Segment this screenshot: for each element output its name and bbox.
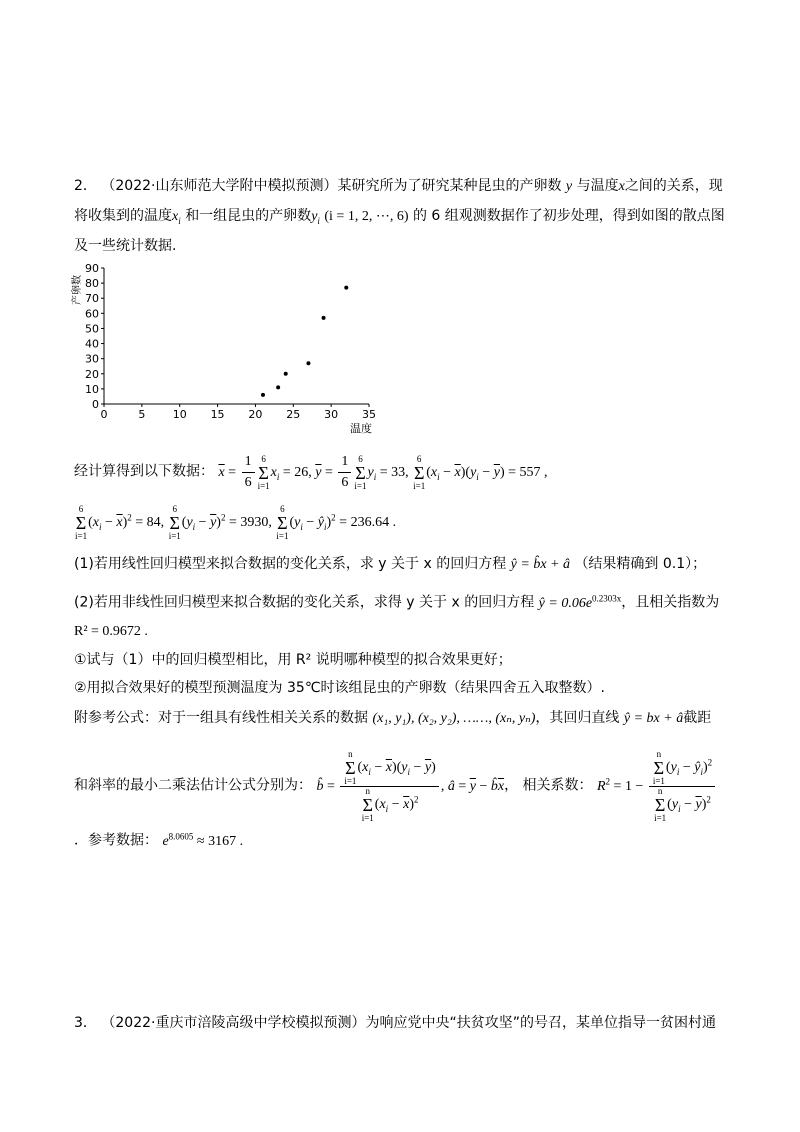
y-axis-label: 产卵数 (72, 275, 83, 305)
ref-exponent: 8.0605 (168, 831, 194, 841)
sum-xx: = 84, (135, 515, 165, 531)
stats-intro: 经计算得到以下数据： (74, 463, 214, 480)
ref-text-f: ．参考数据： (74, 832, 158, 849)
q2-line-2: 将收集到的温度$x_i$ 和一组昆虫的产卵数$y_i$ (i = 1, 2, ⋯, 6) 的 6 组观测数据作了初步处理，得到如图的散点图 (74, 208, 725, 226)
part-1-note: （结果精确到 0.1）； (574, 556, 707, 572)
y-tick-label: 60 (85, 307, 99, 321)
q2-line-3: 及一些统计数据. (74, 238, 177, 254)
x-tick-label: 10 (172, 408, 187, 421)
data-point (276, 385, 280, 389)
y-tick-label: 90 (85, 262, 99, 275)
ref-value: ≈ 3167 . (196, 833, 244, 849)
x-tick-label: 5 (138, 408, 146, 421)
r2-formula: $R^2 = 1$ − n Σ $i=1(y_i$ − $ŷ_i)^2$ n Σ $i=1(y_i - \overline{y})^2$ (597, 779, 717, 794)
data-point (284, 372, 288, 376)
ref-e: e (162, 833, 169, 849)
var-x: x (618, 179, 625, 194)
q3-number: 3． (74, 1015, 97, 1031)
sub-question-2: ②用拟合效果好的模型预测温度为 35℃时该组昆虫的产卵数（结果四舍五入取整数）. (74, 680, 605, 696)
y-tick-label: 50 (85, 322, 99, 336)
index-range: (i = 1, 2, ⋯, 6) (324, 209, 409, 224)
q2-number: 2． (74, 178, 97, 194)
q2-text-1b: 与温度 (576, 178, 619, 194)
x-tick-label: 20 (248, 408, 263, 421)
x-tick-label: 0 (100, 408, 108, 421)
ref-text-c: 截距 (683, 710, 712, 726)
y-tick-label: 30 (85, 352, 99, 366)
x-tick-label: 35 (362, 408, 376, 421)
data-point (344, 286, 348, 290)
reference-line-2: 和斜率的最小二乘法估计公式分别为： b̂ = n Σ $i=1(x_i - \overline{x})(y_i - \overline{y})$ n Σ $i=1(x_i - \overline{x})^2$ , â = $\overline{y}$ − $b̂\overline{x}$， 相关系数： $R^2 = 1$ − n Σ $i=1(y_i$ − $ŷ_i)^2$ n Σ $i=1(y_i - \overline{y})^2$ (74, 750, 717, 823)
x-axis-label: 温度 (350, 422, 372, 435)
q2-text-1: 某研究所为了研究某种昆虫的产卵数 (337, 178, 562, 194)
part-1-text: (1)若用线性回归模型来拟合数据的变化关系，求 y 关于 x 的回归方程 (74, 556, 507, 572)
y-tick-label: 80 (85, 277, 99, 291)
data-point (261, 393, 265, 397)
q2-line-1 (74, 176, 723, 197)
part-1-equation: ŷ = b̂x + â (510, 557, 570, 572)
q2-text-2b: 和一组昆虫的产卵数 (185, 208, 312, 224)
q3-line-1 (74, 1013, 716, 1033)
y-tick-label: 0 (92, 398, 99, 411)
q2-text-2c: 的 6 组观测数据作了初步处理，得到如图的散点图 (412, 208, 725, 224)
q3-text: 为响应党中央“扶贫攻坚”的号召，某单位指导一贫困村通 (365, 1015, 716, 1031)
q2-text-1c: 之间的关系，现 (624, 178, 723, 194)
x-tick-label: 30 (324, 408, 339, 421)
ref-equation: ŷ = bx + â (623, 711, 684, 726)
y-tick-label: 40 (85, 337, 99, 351)
stats-line-1: 经计算得到以下数据： $\overline{x}$ = $\frac{1}{6}$ 6 Σ $i=1x_i = 26$, $\overline{y}$ = $\frac{1}{6}$ 6 Σ $i=1y_i = 33$, 6 Σ $i=1(x_i - \overline{x})(y_i - \overline{y}) = 557$ , (74, 453, 548, 491)
var-y: y (565, 179, 573, 194)
reference-line-1 (74, 708, 711, 729)
x-tick-label: 25 (286, 408, 301, 421)
ref-text-a: 附参考公式：对于一组具有线性相关关系的数据 (74, 710, 368, 726)
part-2-text-b: ，且相关指数为 (621, 594, 720, 611)
reference-data (74, 826, 243, 852)
b-hat-formula: b̂ = n Σ $i=1(x_i - \overline{x})(y_i - \overline{y})$ n Σ $i=1(x_i - \overline{x})^2$ , â = $\overline{y}$ − $b̂\overline{x}$ (316, 749, 505, 823)
ref-points: (x₁, y₁), (x₂, y₂), ……, (xₙ, yₙ) (372, 711, 536, 726)
r-squared: R² = 0.9672 . (74, 624, 148, 639)
y-tick-label: 70 (85, 292, 99, 306)
ref-text-b: ，其回归直线 (535, 710, 620, 726)
sum-resid: = 236.64 . (339, 515, 397, 531)
part-1 (74, 554, 706, 575)
mean-x: = 26, (282, 464, 312, 480)
stats-line-2: 6 Σ $i=1(x_i - \overline{x})^2 = 84$, 6 Σ $i=1(y_i - \overline{y})^2 = 3930$, 6 Σ $i=1(y_i$ − $ŷ_i)^2 = 236.64$ . (75, 504, 397, 541)
sum-yy: = 3930, (228, 515, 272, 531)
ref-text-e: 相关系数： (522, 777, 593, 794)
part-2 (74, 588, 719, 614)
mean-y: = 33, (379, 464, 409, 480)
y-tick-label: 20 (85, 367, 99, 381)
q2-source: （2022·山东师范大学附中模拟预测） (101, 178, 338, 194)
sub-question-1: ①试与（1）中的回归模型相比，用 R² 说明哪种模型的拟合效果更好； (74, 652, 512, 668)
scatter-chart (66, 258, 386, 438)
data-point (306, 361, 310, 365)
sum-xy: = 557 , (508, 464, 548, 480)
ref-text-d: 和斜率的最小二乘法估计公式分别为： (74, 777, 312, 794)
q2-text-2a: 将收集到的温度 (74, 208, 172, 224)
x-tick-label: 15 (210, 408, 225, 421)
part-2-equation: ŷ = 0.06e (538, 595, 593, 611)
q3-source: （2022·重庆市涪陵高级中学校模拟预测） (101, 1015, 366, 1031)
y-tick-label: 10 (85, 382, 99, 396)
part-2-text: (2)若用非线性回归模型来拟合数据的变化关系，求得 y 关于 x 的回归方程 (74, 594, 535, 611)
part-2-exponent: 0.2303x (592, 593, 622, 603)
data-point (322, 316, 326, 320)
